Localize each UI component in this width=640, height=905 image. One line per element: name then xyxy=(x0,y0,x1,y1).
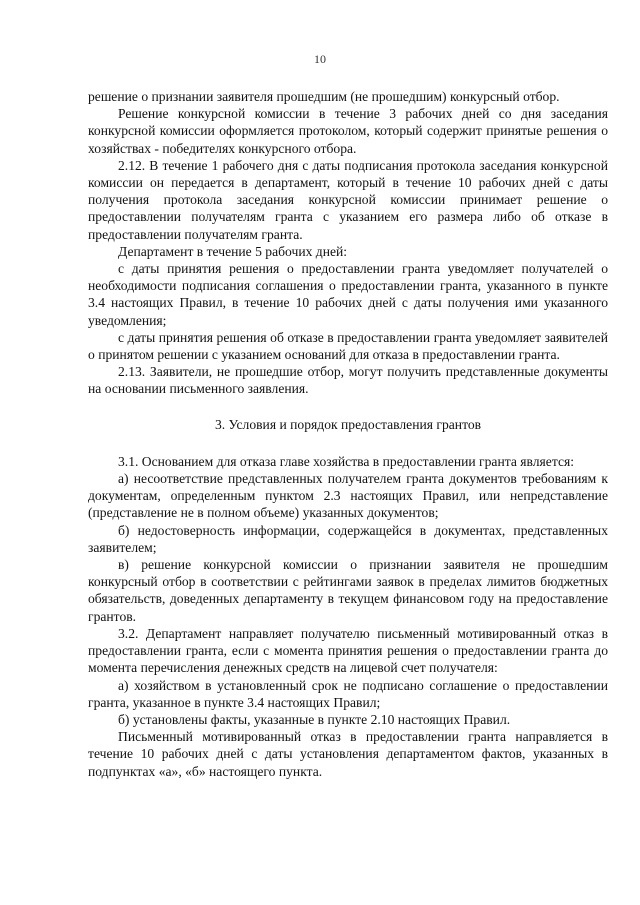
paragraph: б) установлены факты, указанные в пункте 2.10 настоящих Правил. xyxy=(118,711,511,727)
paragraph: Департамент в течение 5 рабочих дней: xyxy=(118,243,348,259)
paragraph: 3.1. Основанием для отказа главе хозяйства в предоставлении гранта является: xyxy=(118,453,575,469)
paragraph: в) решение конкурсной комиссии о признании заявителя не прошедшим конкурсный отбор в соответствии с рейтингами заявок в пределах лимитов бюджетных обязательств, доведенных департаменту в текущем финансовом году на предоставление грантов. xyxy=(88,557,608,624)
paragraph: а) хозяйством в установленный срок не подписано соглашение о предоставлении гранта, указанное в пункте 3.4 настоящих Правил; xyxy=(88,677,608,710)
paragraph: 3.2. Департамент направляет получателю письменный мотивированный отказ в предоставлении гранта, если с момента принятия решения о предоставлении гранта до момента перечисления денежных средств на лицевой счет получателя: xyxy=(88,625,608,676)
paragraph: 2.13. Заявители, не прошедшие отбор, могут получить представленные документы на основании письменного заявления. xyxy=(88,364,608,397)
paragraph: решение о признании заявителя прошедшим (не прошедшим) конкурсный отбор. xyxy=(88,89,560,104)
paragraph: с даты принятия решения об отказе в предоставлении гранта уведомляет заявителей о принятом решении с указанием оснований для отказа в предоставлении гранта. xyxy=(88,329,608,363)
paragraph: 2.12. В течение 1 рабочего дня с даты подписания протокола заседания конкурсной комиссии он передается в департамент, который в течение 10 рабочих дней с даты получения протокола заседания конкурсной комиссии принимает решение о предоставлении получателям гранта с указанием его размера либо об отказе в предоставлении получателям гранта. xyxy=(88,157,608,242)
section-heading: 3. Условия и порядок предоставления грантов xyxy=(214,416,482,432)
paragraph: Письменный мотивированный отказ в предоставлении гранта направляется в течение 10 рабочих дней с даты установления департаментом фактов, указанных в подпунктах «а», «б» настоящего пункта. xyxy=(88,729,608,779)
paragraph: б) недостоверность информации, содержащейся в документах, представленных заявителем; xyxy=(88,522,608,555)
document-body xyxy=(88,88,608,780)
paragraph: а) несоответствие представленных получателем гранта документов требованиям к документам, определенным пунктом 2.3 настоящих Правил, или непредставление (представление не в полном объеме) указанных документов; xyxy=(88,471,608,521)
page-number: 10 xyxy=(314,52,326,66)
paragraph: Решение конкурсной комиссии в течение 3 рабочих дней со дня заседания конкурсной комиссии оформляется протоколом, который содержит принятые решения о хозяйствах - победителях конкурсного отбора. xyxy=(88,106,608,156)
paragraph: с даты принятия решения о предоставлении гранта уведомляет получателей о необходимости подписания соглашения о предоставлении гранта, указанного в пункте 3.4 настоящих Правил, в течение 10 рабочих дней с даты получения ими указанного уведомления; xyxy=(88,261,608,328)
